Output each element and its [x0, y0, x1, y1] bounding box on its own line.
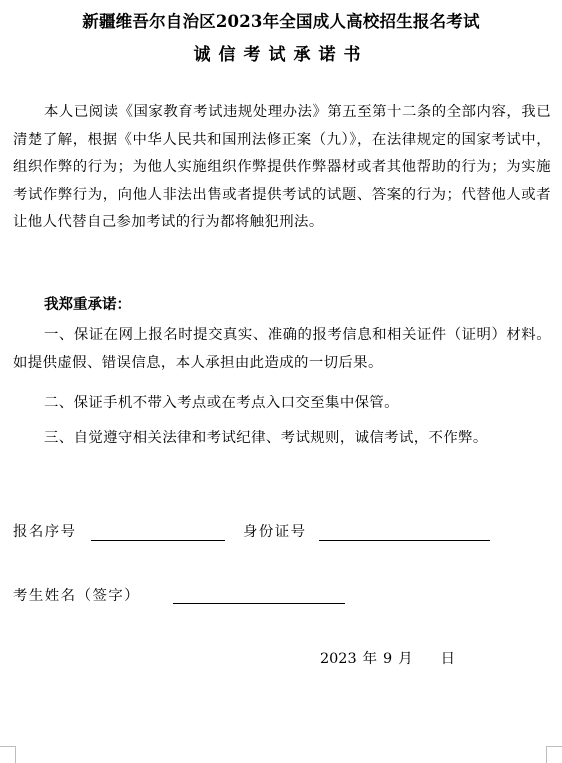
- page-corner-mark-left: [0, 746, 16, 763]
- date-month: 9: [383, 651, 393, 667]
- candidate-signature-field[interactable]: [173, 603, 345, 604]
- date-year-unit: 年: [362, 651, 378, 667]
- promise-heading: 我郑重承诺：: [44, 296, 131, 313]
- document-title: 新疆维吾尔自治区2023年全国成人高校招生报名考试: [82, 12, 480, 31]
- registration-number-label: 报名序号: [13, 524, 77, 540]
- date-year: 2023: [320, 651, 357, 667]
- date-day-unit: 日: [440, 651, 455, 667]
- date-month-unit: 月: [398, 651, 413, 667]
- promise-item-3: 三、自觉遵守相关法律和考试纪律、考试规则，诚信考试，不作弊。: [44, 430, 488, 446]
- page-corner-mark-right: [546, 746, 562, 763]
- registration-number-field[interactable]: [91, 540, 225, 541]
- promise-item-2: 二、保证手机不带入考点或在考点入口交至集中保管。: [44, 395, 399, 411]
- id-number-label: 身份证号: [243, 524, 307, 540]
- date-line: [320, 647, 455, 668]
- promise-item-1: 一、保证在网上报名时提交真实、准确的报考信息和相关证件（证明）材料。如提供虚假、错误信息，本人承担由此造成的一切后果。: [13, 327, 551, 371]
- id-number-field[interactable]: [319, 540, 490, 541]
- document-subtitle: 诚信考试承诺书: [193, 45, 369, 65]
- intro-paragraph: 本人已阅读《国家教育考试违规处理办法》第五至第十二条的全部内容，我已清楚了解，根据《中华人民共和国刑法修正案（九）》，在法律规定的国家考试中，组织作弊的行为；为他人实施组织作弊提供作弊器材或者其他帮助的行为；为实施考试作弊行为，向他人非法出售或者提供考试的试题、答案的行为；代替他人或者让他人代替自己参加考试的行为都将触犯刑法。: [13, 104, 551, 230]
- candidate-name-label: 考生姓名（签字）: [13, 588, 141, 604]
